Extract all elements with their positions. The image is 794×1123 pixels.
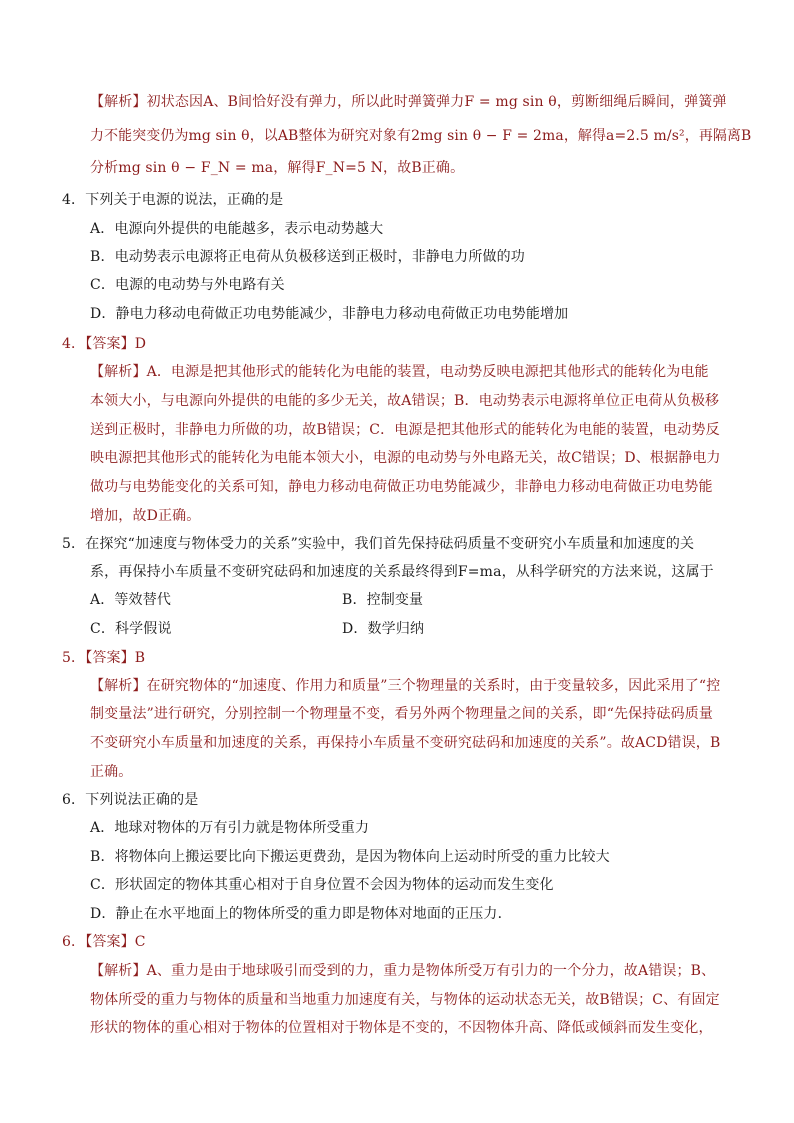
q6-analysis-line-1: 【解析】A、重力是由于地球吸引而受到的力，重力是物体所受万有引力的一个分力，故A错误；B、 [90,963,716,979]
q4-analysis-line-1: 【解析】A．电源是把其他形式的能转化为电能的装置，电动势反映电源把其他形式的能转化为电能 [90,364,709,380]
q3-analysis-line-1: 【解析】初状态因A、B间恰好没有弹力，所以此时弹簧弹力F = mg sin θ，剪断细绳后瞬间，弹簧弹 [90,94,727,110]
q5-option-a: A．等效替代 [90,592,172,608]
q4-option-b: B．电动势表示电源将正电荷从负极移送到正极时，非静电力所做的功 [90,249,525,265]
q6-analysis-line-2: 物体所受的重力与物体的质量和当地重力加速度有关，与物体的运动状态无关，故B错误；C、有固定 [90,992,720,1008]
q5-analysis-line-3: 不变研究小车质量和加速度的关系，再保持小车质量不变研究砝码和加速度的关系”。故ACD错误，B [90,735,721,751]
q4-option-c: C．电源的电动势与外电路有关 [90,277,285,293]
q6-analysis-line-3: 形状的物体的重心相对于物体的位置相对于物体是不变的，不因物体升高、降低或倾斜而发生变化， [90,1020,713,1036]
q3-analysis-line-3: 分析mg sin θ − F_N = ma，解得F_N=5 N，故B正确。 [90,160,465,176]
q6-option-a: A．地球对物体的万有引力就是物体所受重力 [90,820,370,836]
q4-answer: 4．【答案】D [62,336,147,352]
q4-option-d: D．静电力移动电荷做正功电势能减少，非静电力移动电荷做正功电势能增加 [90,306,569,322]
q4-analysis-line-6: 增加，故D正确。 [90,508,201,524]
q4-analysis-line-3: 送到正极时，非静电力所做的功，故B错误；C．电源是把其他形式的能转化为电能的装置，电动势反 [90,422,720,438]
q3-analysis-line-2: 力不能突变仍为mg sin θ，以AB整体为研究对象有2mg sin θ − F = 2ma，解得a=2.5 m/s²，再隔离B [90,128,752,144]
q5-analysis-line-4: 正确。 [90,764,133,780]
q4-option-a: A．电源向外提供的电能越多，表示电动势越大 [90,221,384,237]
q6-answer: 6．【答案】C [62,934,146,950]
q5-option-d: D．数学归纳 [342,621,425,637]
q6-option-c: C．形状固定的物体其重心相对于自身位置不会因为物体的运动而发生变化 [90,877,554,893]
q5-stem-line-2: 系，再保持小车质量不变研究砝码和加速度的关系最终得到F=ma，从科学研究的方法来说，这属于 [90,564,714,580]
q4-stem: 4．下列关于电源的说法，正确的是 [62,192,284,208]
q5-analysis-line-2: 制变量法”进行研究，分别控制一个物理量不变，看另外两个物理量之间的关系，即“先保持砝码质量 [90,706,714,722]
q5-answer: 5．【答案】B [62,650,146,666]
q6-stem: 6．下列说法正确的是 [62,792,199,808]
q5-option-c: C．科学假说 [90,621,172,637]
q5-option-b: B．控制变量 [342,592,424,608]
q4-analysis-line-2: 本领大小，与电源向外提供的电能的多少无关，故A错误；B．电动势表示电源将单位正电荷从负极移 [90,393,720,409]
q4-analysis-line-4: 映电源把其他形式的能转化为电能本领大小，电源的电动势与外电路无关，故C错误；D、根据静电力 [90,450,721,466]
q5-stem-line-1: 5．在探究“加速度与物体受力的关系”实验中，我们首先保持砝码质量不变研究小车质量和加速度的关 [62,536,695,552]
q4-analysis-line-5: 做功与电势能变化的关系可知，静电力移动电荷做正功电势能减少，非静电力移动电荷做正功电势能 [90,479,713,495]
q6-option-d: D．静止在水平地面上的物体所受的重力即是物体对地面的正压力． [90,906,512,922]
q5-analysis-line-1: 【解析】在研究物体的“加速度、作用力和质量”三个物理量的关系时，由于变量较多，因此采用了“控 [90,678,721,694]
q6-option-b: B．将物体向上搬运要比向下搬运更费劲，是因为物体向上运动时所受的重力比较大 [90,849,610,865]
